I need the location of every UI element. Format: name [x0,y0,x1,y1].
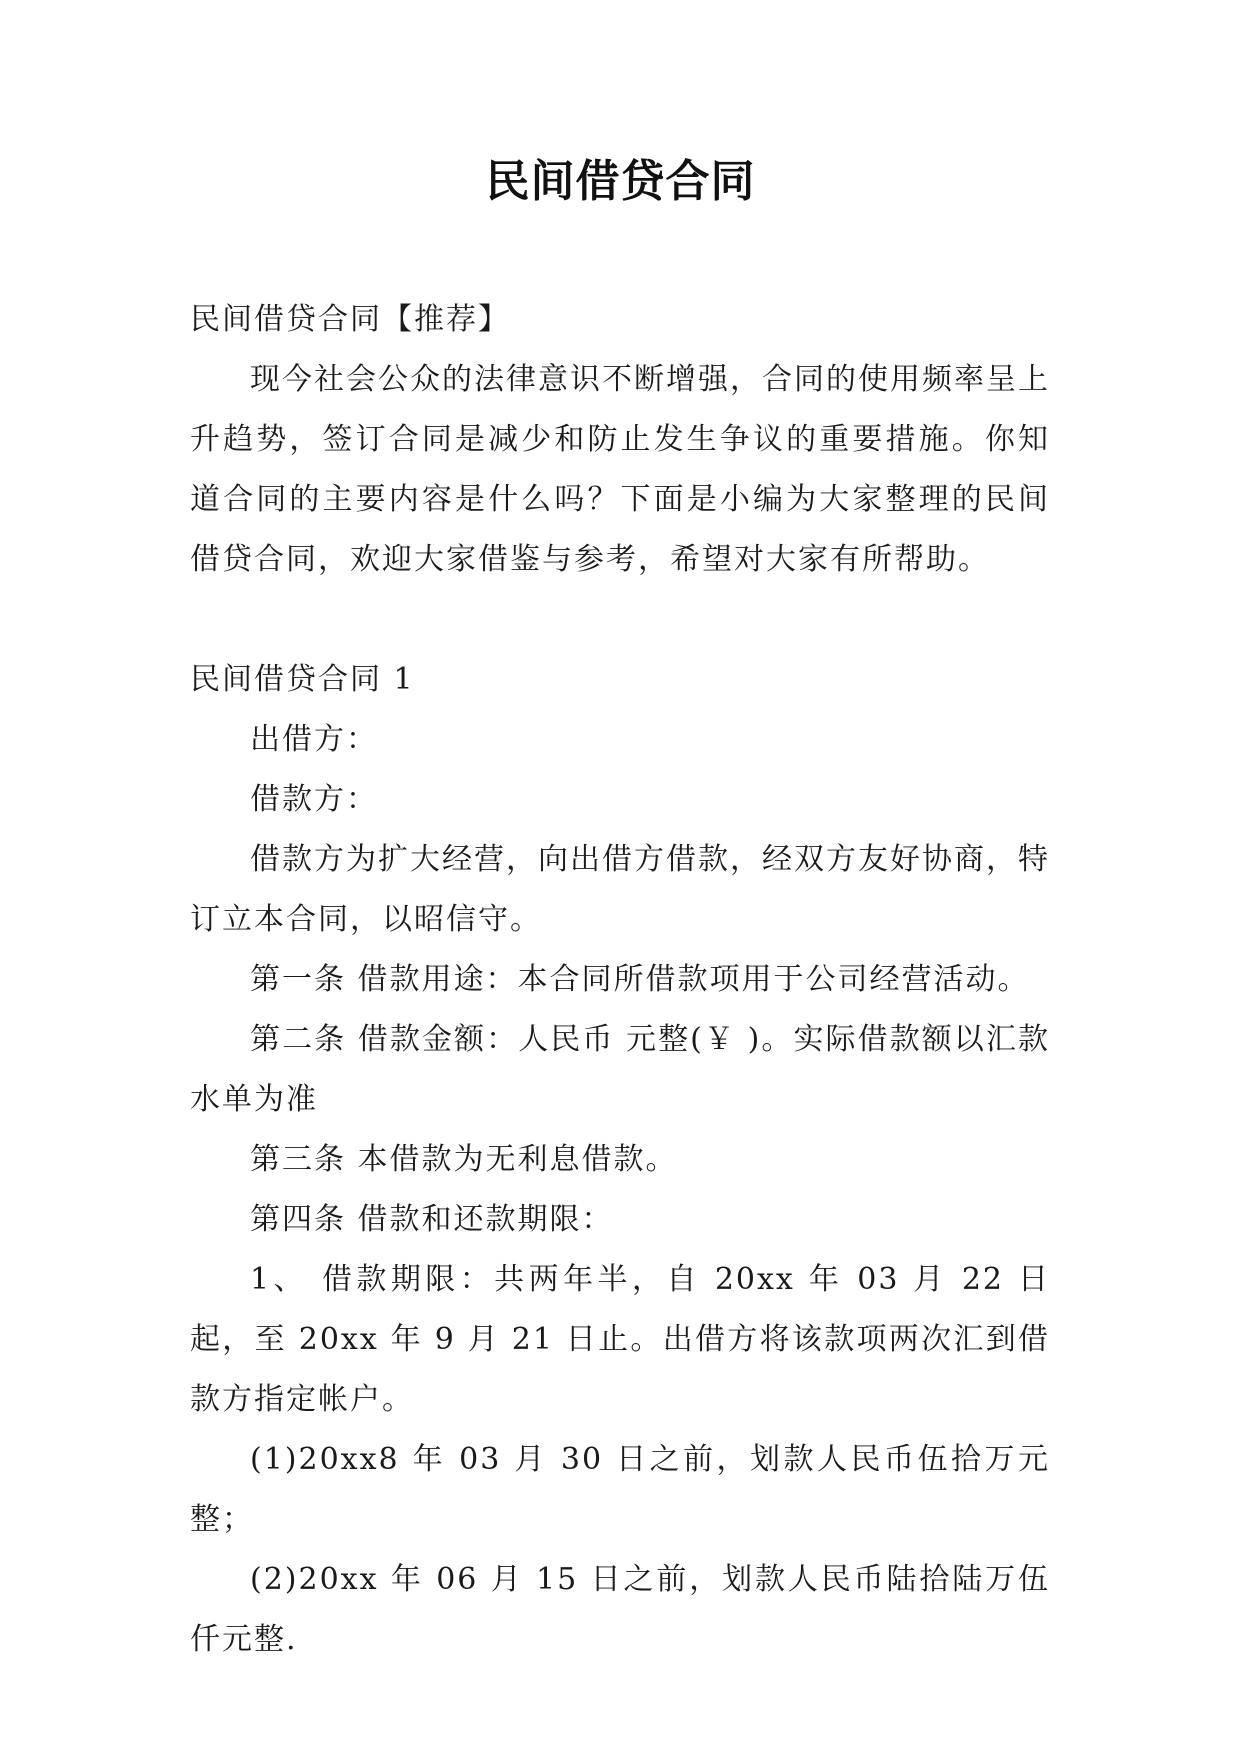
article-2: 第二条 借款金额：人民币 元整(￥ )。实际借款额以汇款水单为准 [190,1022,1050,1117]
intro-paragraph: 现今社会公众的法律意识不断增强，合同的使用频率呈上升趋势，签订合同是减少和防止发生争议的重要措施。你知道合同的主要内容是什么吗？下面是小编为大家整理的民间借贷合同，欢迎大家借鉴与参考，希望对大家有所帮助。 [190,362,1050,577]
document-title: 民间借贷合同 [485,156,756,207]
article-4: 第四条 借款和还款期限： [250,1202,614,1237]
borrower-line: 借款方： [250,782,378,817]
article-4-item-1: 1、 借款期限：共两年半，自 20xx 年 03 月 22 日起，至 20xx 年 9 月 21 日止。出借方将该款项两次汇到借款方指定帐户。 [190,1262,1050,1417]
article-4-item-1-sub-2: (2)20xx 年 06 月 15 日之前，划款人民币陆拾陆万伍仟元整. [190,1562,1050,1657]
contract-heading: 民间借贷合同 1 [190,662,415,697]
article-4-item-1-sub-1: (1)20xx8 年 03 月 30 日之前，划款人民币伍拾万元整； [190,1442,1050,1537]
lender-line: 出借方： [250,722,378,757]
article-3: 第三条 本借款为无利息借款。 [250,1142,678,1177]
article-1: 第一条 借款用途：本合同所借款项用于公司经营活动。 [250,962,1030,997]
intro-heading: 民间借贷合同【推荐】 [190,302,510,337]
section-spacer [190,590,1050,650]
preamble-paragraph: 借款方为扩大经营，向出借方借款，经双方友好协商，特订立本合同，以昭信守。 [190,842,1050,937]
document-body [190,290,1050,1670]
